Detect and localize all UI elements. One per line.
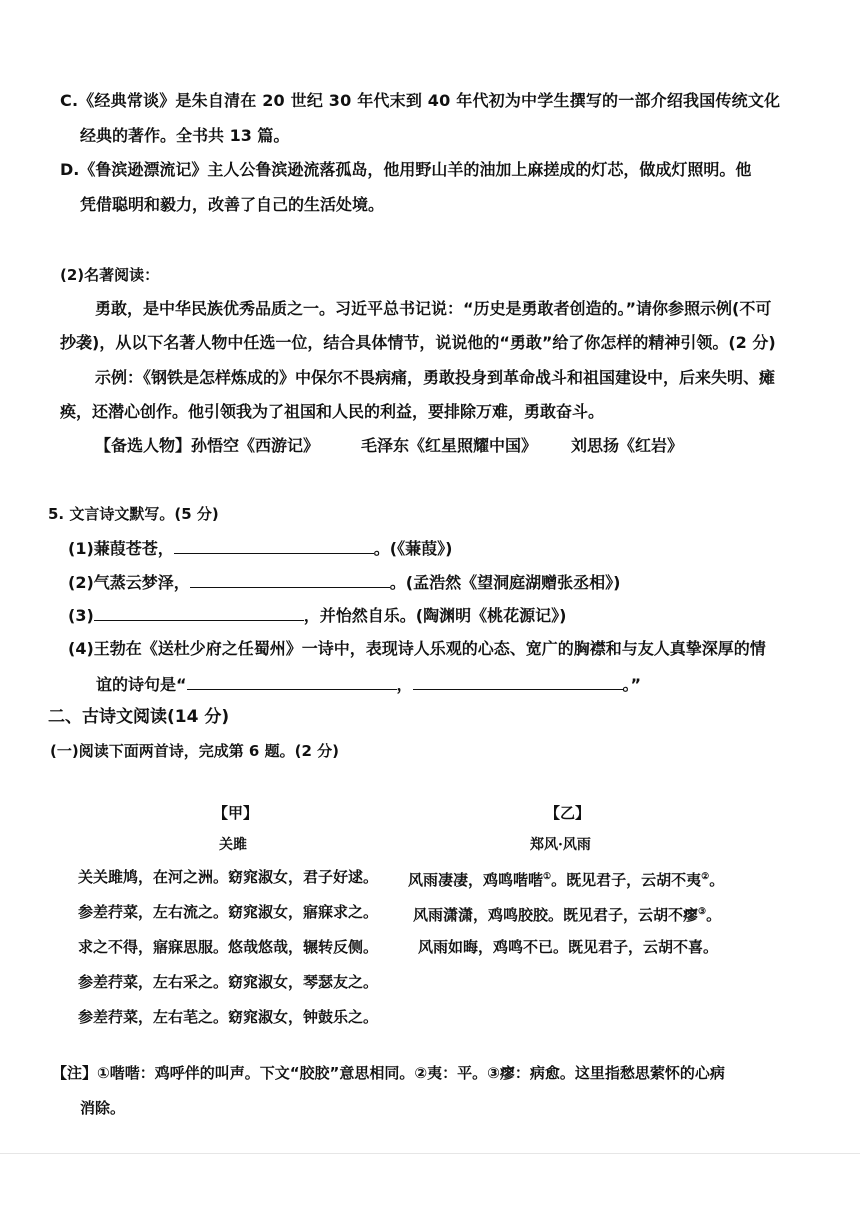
q5-item-4-line-2 <box>96 673 641 696</box>
option-c-line-1: C.《经典常谈》是朱自清在 20 世纪 30 年代末到 40 年代初为中学生撰写的一部介绍我国传统文化 <box>60 91 781 110</box>
q5-item-3 <box>68 604 566 627</box>
candidate-characters <box>95 435 683 457</box>
poem-b-line-2-c: 。 <box>706 906 722 924</box>
q5-item-2 <box>68 571 620 594</box>
q5-item-1 <box>68 537 452 560</box>
q5-item-1-prompt: (1)蒹葭苍苍， <box>68 539 174 558</box>
q5-item-4-prompt: 谊的诗句是“ <box>96 675 187 694</box>
answer-blank-3[interactable] <box>94 604 304 621</box>
option-d-line-1: D.《鲁滨逊漂流记》主人公鲁滨逊流落孤岛，他用野山羊的油加上麻搓成的灯芯，做成灯照明。他 <box>60 160 752 179</box>
page-divider <box>0 1153 860 1154</box>
q5-heading: 5. 文言诗文默写。(5 分) <box>48 505 219 523</box>
poem-b-line-1-c: 。 <box>709 871 725 889</box>
q5-item-4-comma: ， <box>396 675 413 694</box>
q5-item-3-source: ，并怡然自乐。(陶渊明《桃花源记》) <box>303 606 567 625</box>
poem-b-line-1 <box>408 867 724 890</box>
poem-b-line-2-a: 风雨潇潇，鸡鸣胶胶。既见君子，云胡不瘳 <box>413 906 699 924</box>
section-2-subheading: (一)阅读下面两首诗，完成第 6 题。(2 分) <box>50 742 339 760</box>
poem-a-title: 关雎 <box>219 837 247 853</box>
notes-line-2: 消除。 <box>80 1099 126 1117</box>
poem-b-line-2 <box>413 902 721 925</box>
q2-example-line-2: 痪，还潜心创作。他引领我为了祖国和人民的利益，要排除万难，勇敢奋斗。 <box>60 402 605 421</box>
poem-b-title: 郑风·风雨 <box>530 837 591 853</box>
poem-b-tag: 【乙】 <box>545 804 591 822</box>
poem-a-line-4: 参差荇菜，左右采之。窈窕淑女，琴瑟友之。 <box>78 973 379 991</box>
q2-heading: (2)名著阅读： <box>60 266 160 284</box>
notes-line-1: 【注】①喈喈：鸡呼伴的叫声。下文“胶胶”意思相同。②夷：平。③瘳：病愈。这里指愁思萦怀的心病 <box>52 1064 725 1082</box>
answer-blank-4b[interactable] <box>413 673 623 690</box>
footnote-marker-1: ① <box>543 872 552 882</box>
candidate-1: 孙悟空《西游记》 <box>191 436 320 455</box>
option-d-line-2: 凭借聪明和毅力，改善了自己的生活处境。 <box>80 195 385 214</box>
poem-a-line-1: 关关雎鸠，在河之洲。窈窕淑女，君子好逑。 <box>78 868 379 886</box>
q5-item-4-line-1: (4)王勃在《送杜少府之任蜀州》一诗中，表现诗人乐观的心态、宽广的胸襟和与友人真挚深厚的情 <box>68 639 766 658</box>
poem-b-line-3: 风雨如晦，鸡鸣不已。既见君子，云胡不喜。 <box>418 938 719 956</box>
candidate-3: 刘思扬《红岩》 <box>571 436 684 455</box>
poem-a-tag: 【甲】 <box>213 804 259 822</box>
q5-item-2-source: 。(孟浩然《望洞庭湖赠张丞相》) <box>389 573 621 592</box>
q5-item-4-end: 。” <box>622 675 642 694</box>
poem-a-line-5: 参差荇菜，左右芼之。窈窕淑女，钟鼓乐之。 <box>78 1008 379 1026</box>
q5-item-1-source: 。(《蒹葭》) <box>373 539 453 558</box>
section-2-heading: 二、古诗文阅读(14 分) <box>48 707 230 727</box>
candidates-label: 【备选人物】 <box>95 436 192 455</box>
q5-item-2-prompt: (2)气蒸云梦泽， <box>68 573 190 592</box>
q2-paragraph-line-1: 勇敢，是中华民族优秀品质之一。习近平总书记说：“历史是勇敢者创造的。”请你参照示例(不可 <box>95 299 772 318</box>
q2-paragraph-line-2: 抄袭)，从以下名著人物中任选一位，结合具体情节，说说他的“勇敢”给了你怎样的精神引领。(2 分) <box>60 333 776 352</box>
poem-b-line-1-b: 。既见君子，云胡不夷 <box>551 871 702 889</box>
option-c-line-2: 经典的著作。全书共 13 篇。 <box>80 126 290 145</box>
candidate-2: 毛泽东《红星照耀中国》 <box>361 436 538 455</box>
q2-example-line-1: 示例：《钢铁是怎样炼成的》中保尔不畏病痛，勇敢投身到革命战斗和祖国建设中，后来失明、瘫 <box>95 368 776 387</box>
answer-blank-1[interactable] <box>174 537 374 554</box>
footnote-marker-2: ② <box>701 872 710 882</box>
answer-blank-2[interactable] <box>190 571 390 588</box>
q5-item-3-prompt: (3) <box>68 606 94 625</box>
footnote-marker-3: ③ <box>698 907 707 917</box>
poem-a-line-2: 参差荇菜，左右流之。窈窕淑女，寤寐求之。 <box>78 903 379 921</box>
answer-blank-4a[interactable] <box>187 673 397 690</box>
poem-a-line-3: 求之不得，寤寐思服。悠哉悠哉，辗转反侧。 <box>78 938 379 956</box>
poem-b-line-1-a: 风雨凄凄，鸡鸣喈喈 <box>408 871 544 889</box>
